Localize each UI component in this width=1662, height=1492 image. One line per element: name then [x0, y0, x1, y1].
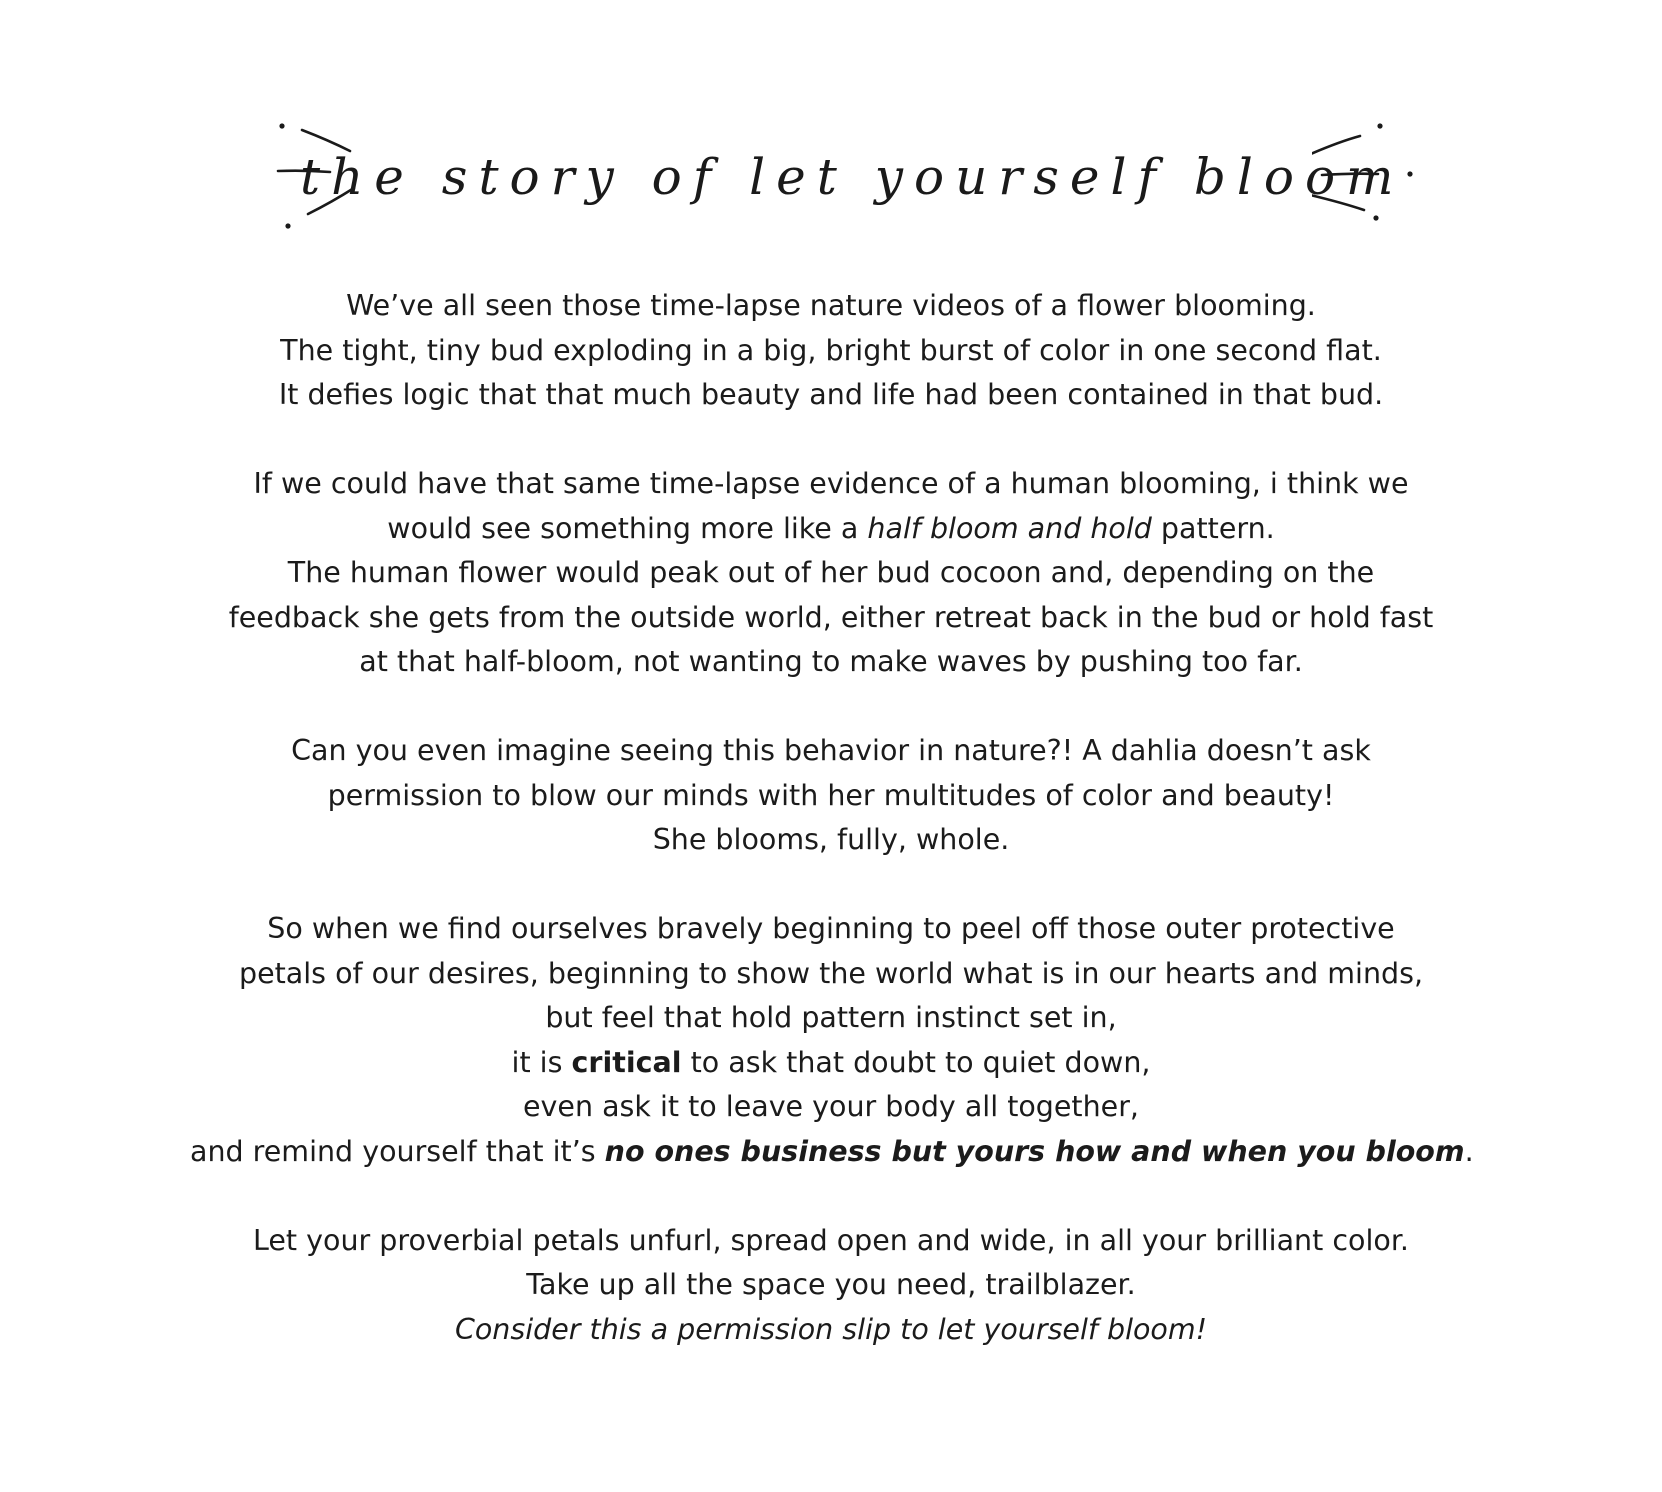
paragraph-4	[190, 907, 1472, 1174]
text-segment: would see something more like a	[387, 511, 868, 545]
page-title: the story of let yourself bloom	[300, 148, 1405, 206]
paragraph-5	[190, 1219, 1472, 1353]
bold-text: critical	[571, 1045, 682, 1079]
text-line: It defies logic that that much beauty and life had been contained in that bud.	[278, 378, 1384, 411]
story-text	[190, 284, 1472, 1397]
text-line: She blooms, fully, whole.	[652, 823, 1010, 856]
text-line: permission to blow our minds with her multitudes of color and beauty!	[327, 778, 1335, 812]
text-segment: it is	[511, 1045, 572, 1079]
text-segment: to ask that doubt to quiet down,	[681, 1045, 1151, 1079]
text-line: So when we find ourselves bravely beginning to peel off those outer protective	[267, 912, 1395, 945]
emphasis-text: half bloom and hold	[867, 511, 1152, 545]
paragraph-1	[190, 284, 1472, 418]
paragraph-2	[190, 462, 1472, 685]
text-segment: .	[1464, 1134, 1474, 1168]
closing-line: Consider this a permission slip to let yourself bloom!	[454, 1312, 1208, 1346]
text-line: Can you even imagine seeing this behavior in nature?! A dahlia doesn’t ask	[291, 734, 1371, 767]
text-line: If we could have that same time-lapse evidence of a human blooming, i think we	[253, 467, 1409, 500]
paragraph-3	[190, 729, 1472, 863]
emphasis-text: no ones business but yours how and when you bloom	[604, 1134, 1465, 1168]
right-flourish-icon	[1312, 118, 1422, 238]
text-line: Take up all the space you need, trailblazer.	[526, 1268, 1136, 1301]
text-line	[190, 507, 1472, 552]
text-line	[190, 1130, 1472, 1175]
text-line: Let your proverbial petals unfurl, spread open and wide, in all your brilliant color.	[253, 1223, 1409, 1257]
text-line: We’ve all seen those time-lapse nature videos of a flower blooming.	[346, 289, 1316, 322]
text-line	[190, 1041, 1472, 1086]
text-line: The tight, tiny bud exploding in a big, bright burst of color in one second flat.	[280, 333, 1382, 367]
text-line: even ask it to leave your body all together,	[523, 1090, 1139, 1123]
title-header	[0, 118, 1662, 248]
text-line: feedback she gets from the outside world, either retreat back in the bud or hold fast	[228, 600, 1434, 634]
text-line: at that half-bloom, not wanting to make waves by pushing too far.	[359, 645, 1303, 678]
text-segment: and remind yourself that it’s	[190, 1134, 605, 1168]
text-line: The human flower would peak out of her bud cocoon and, depending on the	[287, 556, 1375, 589]
text-line: but feel that hold pattern instinct set in,	[545, 1001, 1117, 1034]
text-segment: pattern.	[1151, 511, 1275, 545]
text-line: petals of our desires, beginning to show the world what is in our hearts and minds,	[238, 956, 1424, 990]
